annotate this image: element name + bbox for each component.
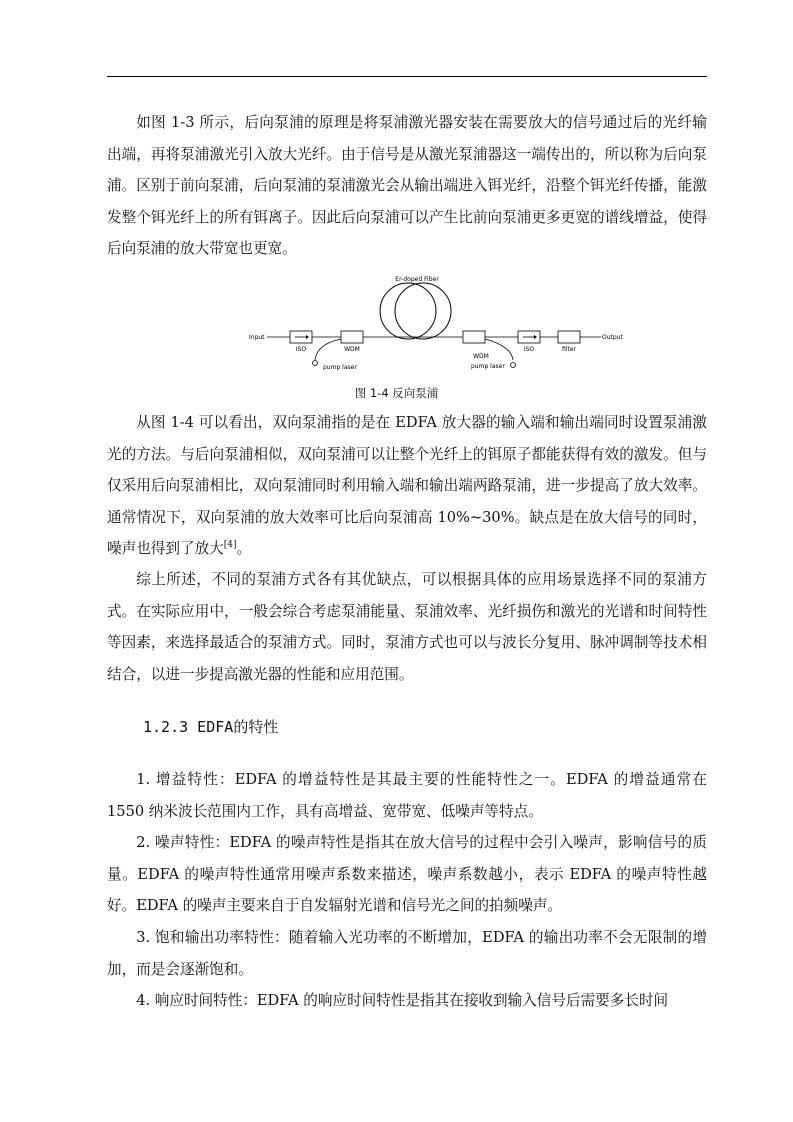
wdm-2: [463, 331, 485, 343]
pump1-label: pump laser: [323, 364, 357, 371]
filter-label: filter: [562, 346, 576, 353]
fiber-coil-left: [380, 283, 436, 339]
input-label: Input: [249, 334, 265, 341]
wdm1-label: WDM: [344, 346, 360, 353]
optical-filter: [558, 331, 580, 343]
list-item-noise: 2. 噪声特性：EDFA 的噪声特性是指其在放大信号的过程中会引入噪声，影响信号的质量。EDFA 的噪声特性通常用噪声系数来描述，噪声系数越小，表示 EDFA 的噪声特性越好。EDFA 的噪声主要来自于自发辐射光谱和信号光之间的拍频噪声。: [107, 834, 707, 914]
output-label: Output: [602, 334, 623, 341]
header-rule: [107, 76, 707, 77]
list-item-gain: 1. 增益特性：EDFA 的增益特性是其最主要的性能特性之一。EDFA 的增益通常在 1550 纳米波长范围内工作，具有高增益、宽带宽、低噪声等特点。: [107, 771, 707, 820]
iso1-label: ISO: [295, 346, 307, 353]
wdm2-label: WDM: [473, 353, 489, 360]
pump-laser-2: [511, 363, 516, 368]
fiber-coil-right: [395, 283, 451, 339]
section-heading-number: 1.2.3 EDFA: [143, 718, 234, 736]
iso2-label: ISO: [523, 346, 535, 353]
section-heading: [143, 716, 278, 737]
pump2-label: pump laser: [471, 363, 505, 370]
paragraph-summary: 综上所述，不同的泵浦方式各有其优缺点，可以根据具体的应用场景选择不同的泵浦方式。在实际应用中，一般会综合考虑泵浦能量、泵浦效率、光纤损伤和激光的光谱和时间特性等因素，来选择最适合的泵浦方式。同时，泵浦方式也可以与波长分复用、脉冲调制等技术相结合，以进一步提高激光器的性能和应用范围。: [107, 571, 707, 683]
figure-backward-pumping-diagram: [245, 272, 635, 376]
paragraph-backward-pumping: 如图 1-3 所示，后向泵浦的原理是将泵浦激光器安装在需要放大的信号通过后的光纤输出端，再将泵浦激光引入放大光纤。由于信号是从激光泵浦器这一端传出的，所以称为后向泵浦。区别于前向泵浦，后向泵浦的泵浦激光会从输出端进入铒光纤，沿整个铒光纤传播，能激发整个铒光纤上的所有铒离子。因此后向泵浦可以产生比前向泵浦更多更宽的谱线增益，使得后向泵浦的放大带宽也更宽。: [107, 114, 707, 257]
paragraph-bidirectional-end: 。: [236, 540, 252, 557]
figure-caption: 图 1-4 反向泵浦: [354, 386, 439, 400]
wdm-1: [341, 331, 363, 343]
fiber-label: Er-doped Fiber: [395, 276, 439, 283]
list-item-response-time: 4. 响应时间特性：EDFA 的响应时间特性是指其在接收到输入信号后需要多长时间: [136, 992, 669, 1009]
list-item-saturation: 3. 饱和输出功率特性：随着输入光功率的不断增加，EDFA 的输出功率不会无限制的增加，而是会逐渐饱和。: [107, 929, 707, 978]
citation-ref: [4]: [223, 540, 237, 551]
pump-laser-1: [313, 361, 318, 366]
paragraph-bidirectional-pumping: [107, 407, 707, 565]
section-heading-text: 的特性: [233, 718, 279, 736]
paragraph-bidirectional-text: 从图 1-4 可以看出，双向泵浦指的是在 EDFA 放大器的输入端和输出端同时设置泵浦激光的方法。与后向泵浦相似，双向泵浦可以让整个光纤上的铒原子都能获得有效的激发。但与仅采用后向泵浦相比，双向泵浦同时利用输入端和输出端两路泵浦，进一步提高了放大效率。通常情况下，双向泵浦的放大效率可比后向泵浦高 10%~30%。缺点是在放大信号的同时，噪声也得到了放大: [107, 414, 707, 557]
